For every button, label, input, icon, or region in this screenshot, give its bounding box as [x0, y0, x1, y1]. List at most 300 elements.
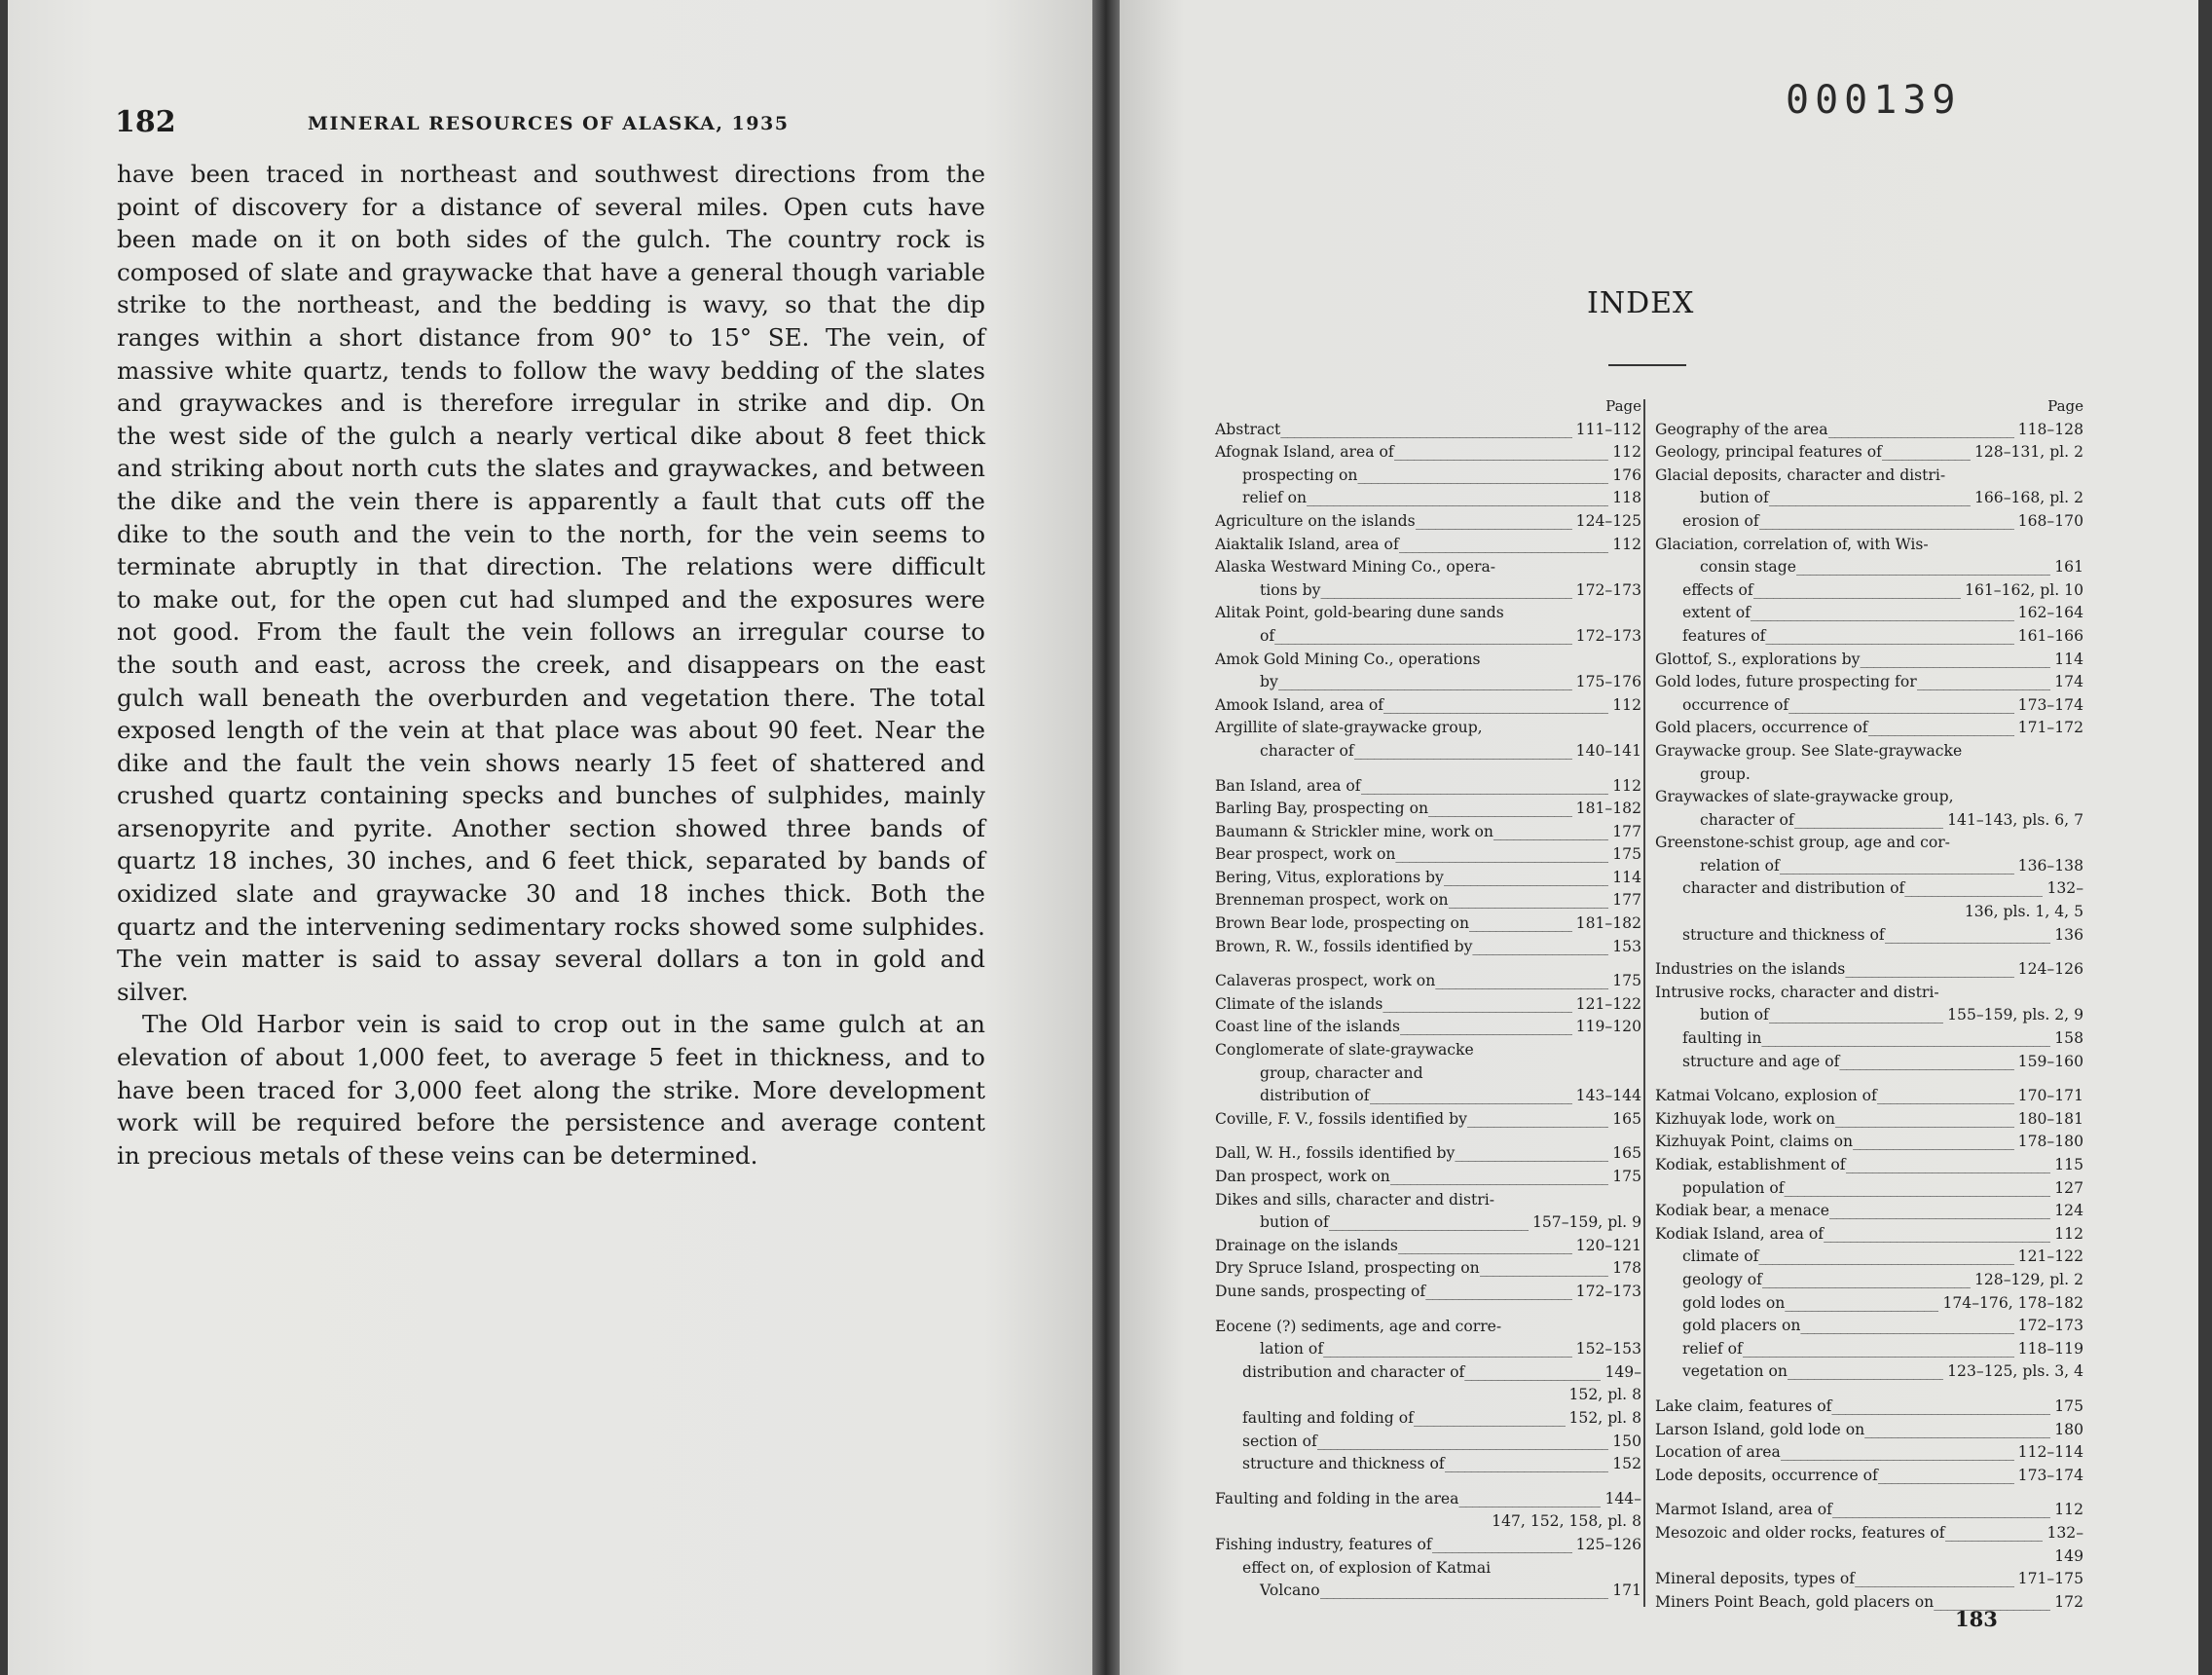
index-entry	[1655, 1269, 2083, 1292]
index-entry	[1215, 1361, 1641, 1385]
entry-page: 172	[2054, 1592, 2083, 1611]
entry-page: 124–125	[1575, 511, 1641, 530]
body-text	[117, 158, 985, 1172]
entry-label: relation of	[1700, 856, 1780, 875]
entry-label: Lode deposits, occurrence of	[1655, 1466, 1878, 1484]
index-entry	[1655, 1177, 2083, 1201]
index-entry	[1215, 993, 1641, 1017]
letter-gap	[1655, 1487, 2083, 1499]
entry-label: Gold lodes, future prospecting for	[1655, 673, 1917, 691]
leader-dots	[1458, 1488, 1601, 1511]
index-entry	[1215, 1166, 1641, 1189]
entry-page: 149–	[1604, 1362, 1641, 1381]
entry-label: lation of	[1260, 1340, 1324, 1359]
leader-dots	[1435, 970, 1608, 993]
leader-dots	[1425, 1281, 1571, 1304]
entry-page: 157–159, pl. 9	[1531, 1213, 1641, 1232]
entry-label: Baumann & Strickler mine, work on	[1215, 822, 1493, 840]
index-entry	[1215, 1488, 1641, 1511]
entry-page: 172–173	[2017, 1317, 2083, 1335]
leader-dots	[1853, 1131, 2014, 1154]
index-entry	[1655, 694, 2083, 718]
title-rule	[1608, 364, 1686, 366]
index-entry	[1655, 809, 2083, 833]
body-line: silver.	[117, 977, 189, 1006]
index-entry	[1655, 1292, 2083, 1316]
entry-label: tions by	[1260, 580, 1321, 599]
entry-page: 121–122	[2017, 1247, 2083, 1266]
entry-page: 166–168, pl. 2	[1973, 489, 2083, 507]
index-entry-continuation: Greenstone-schist group, age and cor-	[1655, 834, 1950, 852]
entry-label: Bear prospect, work on	[1215, 845, 1396, 864]
leader-dots	[1885, 924, 2051, 948]
entry-page: 112–114	[2017, 1443, 2083, 1462]
leader-dots	[1758, 1246, 2013, 1269]
leader-dots	[1480, 1257, 1609, 1281]
entry-label: Geography of the area	[1655, 420, 1828, 438]
entry-page: 171	[1612, 1582, 1641, 1600]
leader-dots	[1800, 1315, 2013, 1338]
index-entry-continuation: effect on, of explosion of Katmai	[1242, 1558, 1492, 1577]
entry-label: occurrence of	[1682, 695, 1789, 714]
body-line: ranges within a short distance from 90° to 15° SE. The vein, of	[117, 322, 985, 352]
entry-page: 165	[1612, 1109, 1641, 1128]
entry-page: 132–	[2046, 879, 2083, 898]
index-entry	[1655, 1441, 2083, 1465]
index-entry	[1215, 970, 1641, 993]
index-entry	[1215, 534, 1641, 557]
index-entry	[1655, 625, 2083, 649]
entry-label: Coville, F. V., fossils identified by	[1215, 1109, 1467, 1128]
entry-label: Lake claim, features of	[1655, 1396, 1832, 1415]
entry-page: 180–181	[2017, 1109, 2083, 1128]
leader-dots	[1400, 1016, 1572, 1039]
bottom-page-number: 183	[1955, 1607, 1998, 1631]
entry-label: bution of	[1700, 489, 1769, 507]
leader-dots	[1839, 1051, 2013, 1074]
entry-label: Dry Spruce Island, prospecting on	[1215, 1259, 1480, 1278]
index-entry-continuation: Alitak Point, gold-bearing dune sands	[1215, 604, 1504, 622]
entry-page: 128–129, pl. 2	[1973, 1270, 2083, 1288]
entry-label: effects of	[1682, 580, 1753, 599]
entry-page: 118–119	[2017, 1339, 2083, 1358]
entry-page: 178–180	[2017, 1133, 2083, 1151]
entry-label: erosion of	[1682, 511, 1759, 530]
leader-dots	[1824, 1223, 2050, 1247]
leader-dots	[1855, 1568, 2014, 1591]
leader-dots	[1455, 1142, 1608, 1166]
index-entry	[1215, 889, 1641, 912]
body-line: the west side of the gulch a nearly vertical dike about 8 feet thick	[117, 421, 985, 450]
entry-page: 174–176, 178–182	[1942, 1293, 2083, 1312]
leader-dots	[1278, 671, 1572, 694]
leader-dots	[1444, 867, 1608, 890]
entry-page: 153	[1612, 937, 1641, 955]
index-entry-continuation: group.	[1700, 764, 1751, 783]
entry-label: bution of	[1700, 1006, 1769, 1024]
entry-label: Dune sands, prospecting of	[1215, 1282, 1426, 1300]
leader-dots	[1882, 441, 1971, 465]
body-line: point of discovery for a distance of several miles. Open cuts have	[117, 192, 985, 221]
entry-label: vegetation on	[1682, 1362, 1788, 1381]
entry-label: Industries on the islands	[1655, 960, 1846, 979]
entry-label: Glottof, S., explorations by	[1655, 650, 1861, 668]
leader-dots	[1765, 625, 2013, 649]
entry-page: 125–126	[1575, 1535, 1641, 1553]
leader-dots	[1829, 1200, 2050, 1223]
entry-page: 173–174	[2017, 695, 2083, 714]
entry-page: 155–159, pls. 2, 9	[1947, 1006, 2083, 1024]
leader-dots	[1917, 671, 2051, 694]
entry-page: 171–172	[2017, 719, 2083, 737]
index-entry	[1655, 1419, 2083, 1442]
index-entry	[1215, 1108, 1641, 1132]
entry-page: 173–174	[2017, 1466, 2083, 1484]
index-entry	[1655, 1131, 2083, 1154]
entry-label: Katmai Volcano, explosion of	[1655, 1087, 1877, 1105]
page-label: Page	[1605, 397, 1641, 415]
index-entry	[1215, 441, 1641, 465]
entry-label: Geology, principal features of	[1655, 443, 1882, 462]
leader-dots	[1390, 1166, 1608, 1189]
entry-label: by	[1260, 673, 1278, 691]
leader-dots	[1329, 1211, 1529, 1235]
entry-label: Kodiak Island, area of	[1655, 1224, 1825, 1243]
leader-dots	[1320, 1580, 1609, 1603]
entry-label: Aiaktalik Island, area of	[1215, 535, 1399, 553]
body-line: crushed quartz containing specks and bunches of sulphides, mainly	[117, 781, 985, 810]
index-entry	[1215, 740, 1641, 763]
entry-page: 121–122	[1575, 994, 1641, 1013]
index-entry	[1215, 1235, 1641, 1258]
index-entry	[1655, 1360, 2083, 1384]
index-entry	[1215, 579, 1641, 603]
entry-label: climate of	[1682, 1247, 1759, 1266]
index-entry	[1215, 843, 1641, 867]
entry-page: 141–143, pls. 6, 7	[1947, 810, 2083, 829]
leader-dots	[1317, 1431, 1608, 1454]
entry-label: Gold placers, occurrence of	[1655, 719, 1868, 737]
entry-label: relief of	[1682, 1339, 1743, 1358]
index-entry	[1655, 1004, 2083, 1027]
entry-page: 124–126	[2017, 960, 2083, 979]
index-entry-continuation: 152, pl. 8	[1568, 1386, 1641, 1404]
entry-label: Fishing industry, features of	[1215, 1535, 1432, 1553]
index-entry	[1215, 625, 1641, 649]
entry-page: 112	[1612, 443, 1641, 462]
leader-dots	[1280, 419, 1571, 442]
entry-page: 136	[2054, 925, 2083, 944]
leader-dots	[1493, 821, 1608, 844]
entry-page: 172–173	[1575, 626, 1641, 645]
entry-label: Location of area	[1655, 1443, 1781, 1462]
entry-label: structure and thickness of	[1682, 925, 1885, 944]
entry-label: distribution of	[1260, 1087, 1370, 1105]
body-line: arsenopyrite and pyrite. Another section showed three bands of	[117, 813, 985, 842]
leader-dots	[1464, 1361, 1601, 1385]
entry-label: population of	[1682, 1178, 1785, 1197]
entry-page: 112	[1612, 776, 1641, 795]
entry-page: 171–175	[2017, 1570, 2083, 1588]
index-entry	[1215, 1534, 1641, 1557]
entry-page: 178	[1612, 1259, 1641, 1278]
leader-dots	[1835, 1108, 2014, 1132]
letter-gap	[1215, 1131, 1641, 1142]
index-entry	[1215, 694, 1641, 718]
index-entry	[1215, 1142, 1641, 1166]
leader-dots	[1398, 1235, 1572, 1258]
entry-label: Brown Bear lode, prospecting on	[1215, 914, 1469, 933]
leader-dots	[1357, 465, 1608, 488]
leader-dots	[1828, 419, 2014, 442]
leader-dots	[1320, 579, 1571, 603]
entry-page: 123–125, pls. 3, 4	[1947, 1362, 2083, 1381]
body-line: terminate abruptly in that direction. The relations were difficult	[117, 552, 985, 581]
entry-label: Kizhuyak lode, work on	[1655, 1109, 1835, 1128]
leader-dots	[1780, 855, 2014, 878]
entry-label: Amook Island, area of	[1215, 695, 1384, 714]
entry-label: Volcano	[1260, 1582, 1320, 1600]
index-entry	[1655, 1522, 2083, 1545]
leader-dots	[1395, 843, 1608, 867]
entry-page: 112	[1612, 535, 1641, 553]
leader-dots	[1945, 1522, 2044, 1545]
leader-dots	[1274, 625, 1572, 649]
body-line: the south and east, across the creek, and disappears on the east	[117, 650, 985, 679]
leader-dots	[1796, 556, 2050, 579]
entry-page: 175	[1612, 1168, 1641, 1185]
leader-dots	[1832, 1499, 2050, 1522]
entry-page: 132–	[2046, 1523, 2083, 1542]
leader-dots	[1469, 912, 1572, 936]
entry-page: 112	[2054, 1224, 2083, 1243]
leader-dots	[1878, 1465, 2014, 1488]
page-label: Page	[2047, 397, 2083, 415]
body-line: The Old Harbor vein is said to crop out in the same gulch at an	[142, 1010, 985, 1039]
index-entry	[1655, 1051, 2083, 1074]
index-entry-continuation: Conglomerate of slate-graywacke	[1215, 1041, 1474, 1060]
index-entry	[1215, 1211, 1641, 1235]
index-entry-continuation: Intrusive rocks, character and distri-	[1655, 983, 1939, 1001]
body-line: massive white quartz, tends to follow the wavy bedding of the slates	[117, 355, 985, 385]
body-line: and graywackes and is therefore irregular in strike and dip. On	[117, 389, 985, 418]
entry-label: Dall, W. H., fossils identified by	[1215, 1144, 1456, 1163]
body-line: have been traced in northeast and southwest directions from the	[117, 160, 985, 188]
entry-label: faulting and folding of	[1242, 1408, 1414, 1427]
index-entry	[1655, 602, 2083, 625]
body-line: quartz and the intervening sedimentary rocks showed some sulphides.	[117, 912, 985, 941]
entry-label: Kodiak bear, a menace	[1655, 1202, 1830, 1220]
entry-label: Abstract	[1215, 420, 1281, 438]
index-entry-continuation: Graywacke group. See Slate-graywacke	[1655, 741, 1963, 760]
index-entry	[1655, 855, 2083, 878]
leader-dots	[1864, 1419, 2050, 1442]
entry-label: Faulting and folding in the area	[1215, 1489, 1459, 1508]
entry-page: 150	[1612, 1432, 1641, 1450]
index-entry	[1215, 510, 1641, 534]
index-entry-continuation: Glaciation, correlation of, with Wis-	[1655, 535, 1929, 553]
body-line: not good. From the fault the vein follows an irregular course to	[117, 617, 985, 647]
index-entry	[1215, 867, 1641, 890]
entry-label: Calaveras prospect, work on	[1215, 972, 1436, 990]
index-entry	[1655, 1108, 2083, 1132]
page-number: 182	[115, 105, 176, 139]
index-entry	[1215, 821, 1641, 844]
entry-page: 176	[1612, 465, 1641, 484]
letter-gap	[1215, 763, 1641, 775]
book-gutter	[1092, 0, 1120, 1675]
index-entry-continuation: Alaska Westward Mining Co., opera-	[1215, 558, 1496, 577]
entry-label: section of	[1242, 1432, 1317, 1450]
leader-dots	[1354, 740, 1572, 763]
leader-dots	[1788, 694, 2014, 718]
index-entries-right	[1655, 419, 2083, 1615]
index-entry	[1655, 1499, 2083, 1522]
index-entry	[1655, 649, 2083, 672]
entry-page: 112	[2054, 1501, 2083, 1519]
index-entry	[1655, 1315, 2083, 1338]
entry-label: Dan prospect, work on	[1215, 1168, 1390, 1185]
index-entry	[1655, 1223, 2083, 1247]
entry-page: 111–112	[1575, 420, 1641, 438]
index-entry	[1655, 487, 2083, 510]
index-entry-continuation: Dikes and sills, character and distri-	[1215, 1190, 1494, 1209]
index-entry	[1655, 1568, 2083, 1591]
entry-page: 172–173	[1575, 580, 1641, 599]
entry-label: faulting in	[1682, 1029, 1762, 1048]
body-line: gulch wall beneath the overburden and vegetation there. The total	[117, 683, 985, 712]
index-entry-continuation: Eocene (?) sediments, age and corre-	[1215, 1317, 1502, 1335]
entry-page: 158	[2054, 1029, 2083, 1048]
entry-label: prospecting on	[1242, 465, 1358, 484]
body-line: strike to the northeast, and the bedding is wavy, so that the dip	[117, 290, 985, 319]
entry-label: Mesozoic and older rocks, features of	[1655, 1523, 1945, 1542]
index-entry-continuation: Glacial deposits, character and distri-	[1655, 465, 1946, 484]
index-entry	[1655, 1027, 2083, 1051]
body-line: the dike and the vein there is apparently a fault that cuts off the	[117, 486, 985, 515]
leader-dots	[1428, 798, 1572, 821]
leader-dots	[1751, 602, 2014, 625]
entry-label: Drainage on the islands	[1215, 1236, 1398, 1254]
index-entry	[1215, 798, 1641, 821]
entry-page: 175	[1612, 972, 1641, 990]
index-entry	[1655, 1085, 2083, 1108]
entry-label: Climate of the islands	[1215, 994, 1383, 1013]
entry-page: 114	[1612, 868, 1641, 886]
body-line: been made on it on both sides of the gulch. The country rock is	[117, 225, 985, 254]
entry-page: 114	[2054, 650, 2083, 668]
entry-page: 170–171	[2017, 1087, 2083, 1105]
letter-gap	[1215, 1304, 1641, 1316]
letter-gap	[1655, 1384, 2083, 1396]
entry-label: features of	[1682, 626, 1766, 645]
leader-dots	[1845, 958, 2013, 982]
leader-dots	[1394, 441, 1609, 465]
index-entry	[1215, 1453, 1641, 1476]
entry-page: 119–120	[1575, 1018, 1641, 1036]
entry-label: extent of	[1682, 604, 1751, 622]
entry-page: 168–170	[2017, 511, 2083, 530]
entry-page: 127	[2054, 1178, 2083, 1197]
index-entry	[1655, 556, 2083, 579]
entry-page: 175	[2054, 1396, 2083, 1415]
body-line: to make out, for the open cut had slumped and the exposures were	[117, 584, 985, 614]
body-line: The vein matter is said to assay several dollars a ton in gold and	[117, 945, 985, 974]
index-entry	[1655, 877, 2083, 901]
leader-dots	[1781, 1441, 2014, 1465]
entry-page: 172–173	[1575, 1282, 1641, 1300]
entry-label: character of	[1260, 741, 1354, 760]
column-divider	[1643, 399, 1645, 1607]
index-entry-continuation: 147, 152, 158, pl. 8	[1492, 1512, 1641, 1531]
letter-gap	[1215, 1476, 1641, 1488]
entry-page: 124	[2054, 1202, 2083, 1220]
entry-label: Barling Bay, prospecting on	[1215, 800, 1429, 818]
entry-label: character and distribution of	[1682, 879, 1905, 898]
index-entry	[1215, 487, 1641, 510]
index-entry	[1215, 1580, 1641, 1603]
leader-dots	[1361, 775, 1609, 799]
leader-dots	[1769, 1004, 1943, 1027]
index-entries-left	[1215, 419, 1641, 1603]
index-column-left	[1215, 395, 1641, 1603]
entry-page: 180	[2054, 1420, 2083, 1438]
leader-dots	[1761, 1027, 2050, 1051]
entry-label: Bering, Vitus, explorations by	[1215, 868, 1444, 886]
index-entry	[1215, 1016, 1641, 1039]
entry-label: Miners Point Beach, gold placers on	[1655, 1592, 1935, 1611]
entry-label: Coast line of the islands	[1215, 1018, 1400, 1036]
entry-page: 152, pl. 8	[1568, 1408, 1641, 1427]
leader-dots	[1382, 993, 1571, 1017]
entry-page: 143–144	[1575, 1087, 1641, 1105]
index-entry	[1215, 1431, 1641, 1454]
body-line: dike and the fault the vein shows nearly 15 feet of shattered and	[117, 748, 985, 777]
leader-dots	[1868, 717, 2014, 740]
leader-dots	[1831, 1396, 2050, 1419]
index-entry	[1655, 924, 2083, 948]
entry-page: 112	[1612, 695, 1641, 714]
index-entry	[1655, 1200, 2083, 1223]
index-entry	[1655, 419, 2083, 442]
leader-dots	[1399, 534, 1609, 557]
entry-page: 165	[1612, 1144, 1641, 1163]
running-head-title: MINERAL RESOURCES OF ALASKA, 1935	[308, 113, 790, 134]
index-entry	[1655, 671, 2083, 694]
entry-page: 161–162, pl. 10	[1965, 580, 2083, 599]
index-entry	[1215, 1281, 1641, 1304]
entry-page: 118	[1612, 489, 1641, 507]
entry-label: Mineral deposits, types of	[1655, 1570, 1856, 1588]
index-entry-continuation: group, character and	[1260, 1063, 1423, 1082]
leader-dots	[1762, 1269, 1971, 1292]
leader-dots	[1383, 694, 1608, 718]
index-entry	[1215, 1085, 1641, 1108]
entry-page: 161	[2054, 558, 2083, 577]
index-entry	[1655, 579, 2083, 603]
entry-page: 120–121	[1575, 1236, 1641, 1254]
index-column-right	[1655, 395, 2083, 1614]
entry-label: Larson Island, gold lode on	[1655, 1420, 1865, 1438]
entry-page: 181–182	[1575, 800, 1641, 818]
index-entry	[1215, 1407, 1641, 1431]
entry-label: structure and age of	[1682, 1052, 1840, 1070]
entry-label: consin stage	[1700, 558, 1796, 577]
leader-dots	[1877, 1085, 2014, 1108]
leader-dots	[1743, 1338, 2014, 1361]
entry-page: 144–	[1604, 1489, 1641, 1508]
body-line: composed of slate and graywacke that have a general though variable	[117, 257, 985, 286]
